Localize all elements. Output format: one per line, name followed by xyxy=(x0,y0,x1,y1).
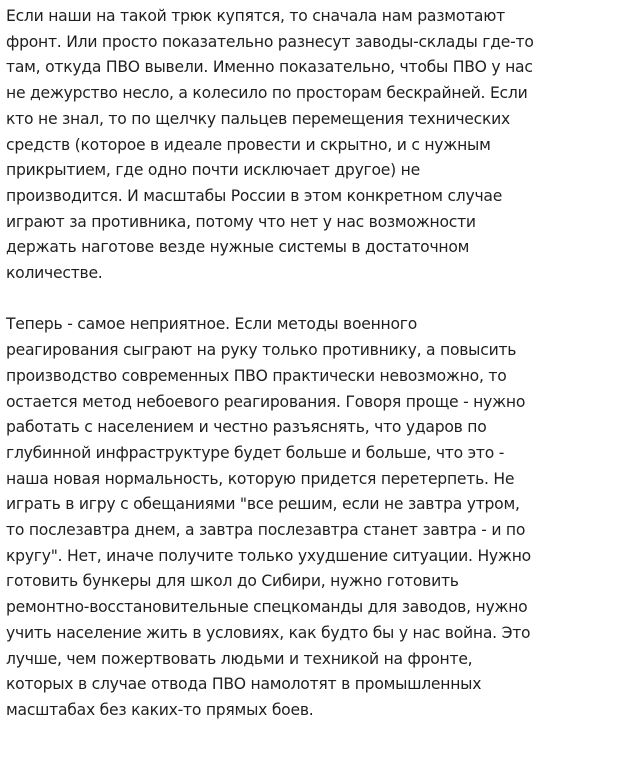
text-line: играть в игру с обещаниями "все решим, если не завтра утром, xyxy=(6,495,520,514)
text-line: которых в случае отвода ПВО намолотят в промышленных xyxy=(6,675,482,694)
text-line: ремонтно-восстановительные спецкоманды для заводов, нужно xyxy=(6,598,528,617)
text-line: фронт. Или просто показательно разнесут заводы-склады где-то xyxy=(6,32,534,51)
text-line: средств (которое в идеале провести и скрытно, и с нужным xyxy=(6,135,491,154)
paragraph-separator xyxy=(6,287,634,313)
text-line: реагирования сыграют на руку только противнику, а повысить xyxy=(6,341,517,360)
paragraph-2 xyxy=(6,312,634,723)
message-text xyxy=(6,4,634,724)
text-line: Теперь - самое неприятное. Если методы военного xyxy=(6,315,418,334)
text-line: не дежурство несло, а колесило по просторам бескрайней. Если xyxy=(6,84,528,103)
text-line: готовить бункеры для школ до Сибири, нужно готовить xyxy=(6,572,459,591)
text-line: играют за противника, потому что нет у нас возможности xyxy=(6,212,476,231)
text-line: масштабах без каких-то прямых боев. xyxy=(6,700,314,719)
text-line: прикрытием, где одно почти исключает другое) не xyxy=(6,161,420,180)
text-line: кто не знал, то по щелчку пальцев перемещения технических xyxy=(6,109,511,128)
text-line: то послезавтра днем, а завтра послезавтра станет завтра - и по xyxy=(6,521,526,540)
text-line: производится. И масштабы России в этом конкретном случае xyxy=(6,186,503,205)
text-line: производство современных ПВО практически невозможно, то xyxy=(6,366,507,385)
text-line: работать с населением и честно разъяснять, что ударов по xyxy=(6,418,487,437)
text-line: держать наготове везде нужные системы в достаточном xyxy=(6,238,470,257)
text-line: остается метод небоевого реагирования. Говоря проще - нужно xyxy=(6,392,526,411)
text-line: учить население жить в условиях, как будто бы у нас война. Это xyxy=(6,623,531,642)
text-line: глубинной инфраструктуре будет больше и больше, что это - xyxy=(6,443,505,462)
text-line: там, откуда ПВО вывели. Именно показательно, чтобы ПВО у нас xyxy=(6,58,533,77)
text-line: Если наши на такой трюк купятся, то сначала нам размотают xyxy=(6,7,505,25)
text-line: кругу". Нет, иначе получите только ухудшение ситуации. Нужно xyxy=(6,546,531,565)
text-line: наша новая нормальность, которую придется перетерпеть. Не xyxy=(6,469,515,488)
paragraph-1 xyxy=(6,4,634,287)
text-line: лучше, чем пожертвовать людьми и техникой на фронте, xyxy=(6,649,473,668)
text-line: количестве. xyxy=(6,264,103,283)
